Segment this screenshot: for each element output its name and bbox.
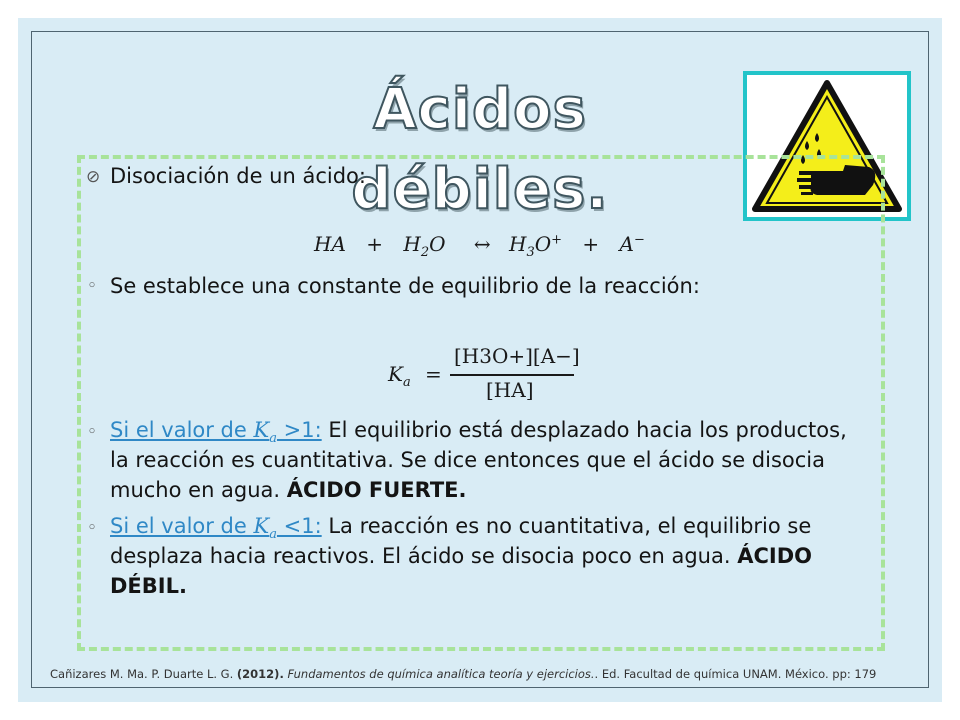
ka-equals: =	[425, 362, 442, 386]
bullet-strong-acid-line3: mucho en agua. ÁCIDO FUERTE.	[110, 478, 467, 502]
citation-footer: Cañizares M. Ma. P. Duarte L. G. (2012). Fundamentos de química analítica teoría y ejercicios.. Ed. Facultad de química UNAM. México. pp: 179	[50, 667, 877, 681]
ka-greater-link[interactable]: Si el valor de $K_a >1$:	[110, 418, 322, 447]
bullet-marker: ◦	[87, 276, 98, 296]
bullet-dissociation: Disociación de un ácido:	[110, 164, 366, 188]
ka-formula	[388, 340, 588, 410]
ka-symbol: $K_a$	[388, 362, 411, 390]
strong-acid-label: ÁCIDO FUERTE	[286, 478, 459, 502]
bullet-marker: ◦	[87, 422, 98, 442]
bullet-strong-acid: Si el valor de $K_a >1$: El equilibrio está desplazado hacia los productos,	[110, 418, 847, 447]
fraction-bar	[450, 374, 574, 376]
dissociation-equation: HA + $H_2O$ ↔ $H_3O^+ + A^-$	[314, 232, 645, 260]
ka-denominator: [HA]	[486, 378, 534, 402]
weak-acid-label-2: DÉBIL	[110, 574, 179, 598]
ka-less-link[interactable]: Si el valor de $K_a <1$:	[110, 514, 322, 543]
bullet-marker: ◦	[87, 518, 98, 538]
bullet-weak-acid-line2: desplaza hacia reactivos. El ácido se disocia poco en agua. ÁCIDO	[110, 544, 812, 568]
bullet-marker: ⊘	[86, 167, 101, 187]
bullet-weak-acid-line3: DÉBIL.	[110, 574, 187, 598]
slide-title: Ácidos débiles.	[351, 77, 609, 222]
bullet-weak-acid: Si el valor de $K_a <1$: La reacción es no cuantitativa, el equilibrio se	[110, 514, 812, 543]
bullet-strong-acid-line2: la reacción es cuantitativa. Se dice entonces que el ácido se disocia	[110, 448, 825, 472]
bullet-equilibrium-constant: Se establece una constante de equilibrio de la reacción:	[110, 274, 700, 298]
ka-numerator: [H3O+][A−]	[454, 344, 580, 368]
weak-acid-label-1: ÁCIDO	[737, 544, 812, 568]
